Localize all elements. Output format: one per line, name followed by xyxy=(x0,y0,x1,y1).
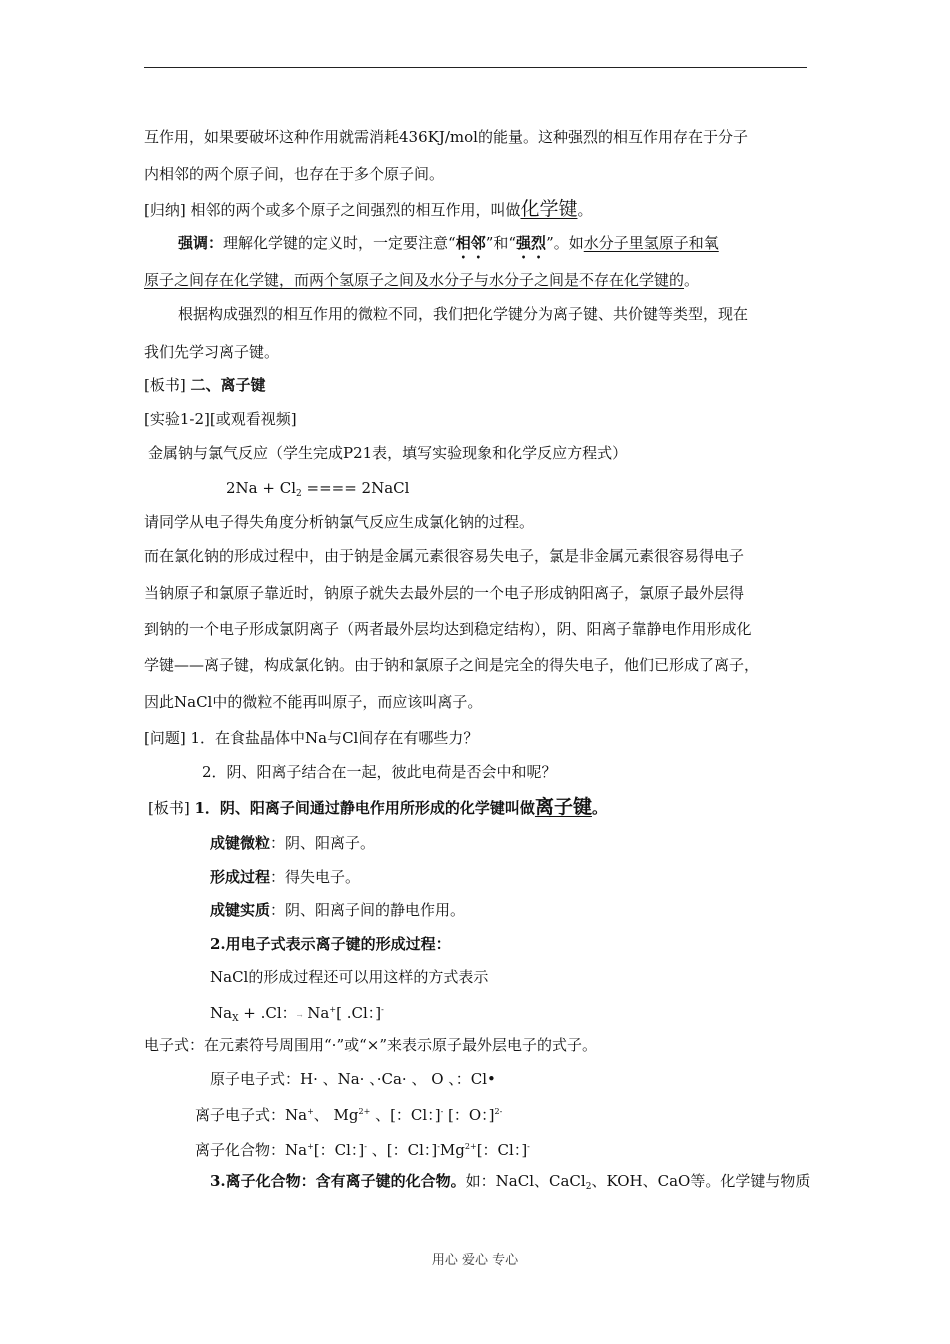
ion-formula: 离子电子式：Na+、 $Mg^{2+}$ 、[：Cl：]- [：O：]$^{2-}$ xyxy=(195,1106,503,1124)
arrow-icon: → xyxy=(296,1012,303,1020)
text-line: 内相邻的两个原子间，也存在于多个原子间。 xyxy=(144,165,445,183)
question-line: [问题] 1．在食盐晶体中Na与Cl间存在有哪些力？ xyxy=(144,729,479,747)
formation-formula: $Na_X + .Cl$：→ Na+[ .Cl：]- xyxy=(210,1004,384,1024)
emphasis-line: 强调：理解化学键的定义时，一定要注意“相邻”和“强烈”。如水分子里氢原子和氧 xyxy=(178,234,719,252)
text-line: 当钠原子和氯原子靠近时，钠原子就失去最外层的一个电子形成钠阳离子，氯原子最外层得 xyxy=(144,584,745,602)
text-line: 而在氯化钠的形成过程中，由于钠是金属元素很容易失电子，氯是非金属元素很容易得电子 xyxy=(144,547,745,565)
text-line: 3.离子化合物：含有离子键的化合物。如：NaCl、CaCl$_2$、KOH、CaO等。化学键与物质 xyxy=(210,1172,811,1192)
text-line: 金属钠与氯气反应（学生完成P21表，填写实验现象和化学反应方程式） xyxy=(148,444,628,462)
text-line: 学键——离子键，构成氯化钠。由于钠和氯原子之间是完全的得失电子，他们已形成了离子， xyxy=(144,656,760,674)
board-heading: [板书] 二、离子键 xyxy=(144,376,266,394)
text-line: 电子式：在元素符号周围用“·”或“×”来表示原子最外层电子的式子。 xyxy=(144,1036,598,1054)
text-line: 原子之间存在化学键，而两个氢原子之间及水分子与水分子之间是不存在化学键的。 xyxy=(144,271,700,289)
term-ionic-bond: 离子键 xyxy=(534,796,592,818)
text-line: 因此NaCl中的微粒不能再叫原子，而应该叫离子。 xyxy=(144,693,483,711)
question-line: 2．阴、阳离子结合在一起，彼此电荷是否会中和呢？ xyxy=(202,763,557,781)
compound-formula: 离子化合物：Na+[：Cl：]- 、[：Cl：]$^-Mg^{2+}$[：Cl：]- xyxy=(195,1141,530,1159)
text-line: 我们先学习离子键。 xyxy=(144,343,280,361)
summary-line: [归纳] 相邻的两个或多个原子之间强烈的相互作用，叫做化学键。 xyxy=(144,198,593,220)
equation: $2Na + Cl_2$ ==== 2NaCl xyxy=(226,479,410,499)
text-line: 根据构成强烈的相互作用的微粒不同，我们把化学键分为离子键、共价键等类型，现在 xyxy=(178,305,749,323)
text-line: 请同学从电子得失角度分析钠氯气反应生成氯化钠的过程。 xyxy=(144,513,535,531)
atom-formula: 原子电子式：H· 、Na· 、·Ca· 、 O 、：Cl• xyxy=(210,1070,496,1088)
text-line: 到钠的一个电子形成氯阴离子（两者最外层均达到稳定结构），阴、阳离子靠静电作用形成化 xyxy=(144,620,752,638)
text-line: NaCl的形成过程还可以用这样的方式表示 xyxy=(210,968,489,986)
header-rule xyxy=(144,67,807,68)
subheading: 2.用电子式表示离子键的形成过程： xyxy=(210,935,451,953)
page-footer: 用心 爱心 专心 xyxy=(431,1253,519,1268)
term-chemical-bond: 化学键 xyxy=(520,198,578,220)
text-line: 成键微粒：阴、阳离子。 xyxy=(210,834,376,852)
text-line: 成键实质：阴、阳离子间的静电作用。 xyxy=(210,901,466,919)
text-line: 互作用，如果要破坏这种作用就需消耗436KJ/mol的能量。这种强烈的相互作用存在于分子 xyxy=(144,128,748,146)
experiment-line: [实验1-2][或观看视频] xyxy=(144,410,297,428)
board-definition: [板书] 1．阴、阳离子间通过静电作用所形成的化学键叫做离子键。 xyxy=(148,796,607,818)
text-line: 形成过程：得失电子。 xyxy=(210,868,361,886)
